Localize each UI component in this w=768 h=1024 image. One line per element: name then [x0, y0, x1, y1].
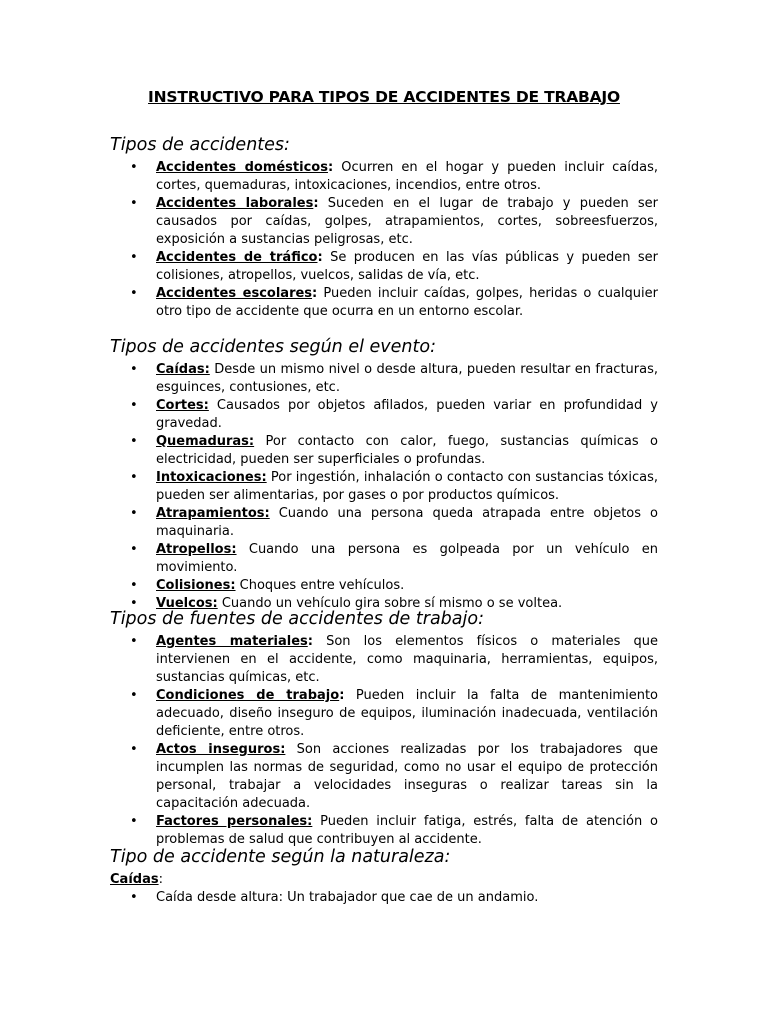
bullet-icon: •: [130, 434, 138, 449]
item-separator: :: [307, 634, 313, 649]
section-tipos-de-accidentes: [110, 134, 658, 321]
list-item: [110, 433, 658, 469]
item-separator: :: [313, 196, 319, 211]
list-item: [110, 195, 658, 249]
list-item: [110, 889, 658, 907]
sublabel-term: Caídas: [110, 872, 159, 887]
item-text: Cuando un vehículo gira sobre sí mismo o se voltea.: [217, 596, 563, 611]
item-term: Vuelcos:: [156, 596, 218, 611]
item-separator: :: [327, 160, 334, 175]
bullet-icon: •: [130, 742, 138, 757]
item-term: Condiciones de trabajo: [156, 688, 340, 703]
bullet-icon: •: [130, 578, 138, 593]
item-text: Son acciones realizadas por los trabajadores que incumplen las normas de seguridad, como no usar el equipo de protección personal, trabajar a velocidades inseguras o realizar tareas sin la capacitación adecuada.: [156, 742, 658, 811]
item-text: Por ingestión, inhalación o contacto con sustancias tóxicas, pueden ser alimentarias, por gases o por productos químicos.: [156, 470, 658, 503]
item-term: Factores personales:: [156, 814, 313, 829]
item-text: Cuando una persona queda atrapada entre objetos o maquinaria.: [156, 506, 658, 539]
bullet-icon: •: [130, 196, 138, 211]
item-separator: :: [312, 286, 318, 301]
sublabel-separator: :: [158, 872, 163, 887]
item-text: Ocurren en el hogar y pueden incluir caídas, cortes, quemaduras, intoxicaciones, incendios, entre otros.: [156, 160, 658, 193]
item-term: Accidentes de tráfico: [156, 250, 318, 265]
bullet-icon: •: [130, 542, 138, 557]
item-term: Atropellos:: [156, 542, 237, 557]
section-fuentes-de-accidentes: [110, 608, 658, 849]
item-term: Accidentes domésticos: [156, 160, 328, 175]
item-term: Agentes materiales: [156, 634, 308, 649]
item-term: Quemaduras:: [156, 434, 255, 449]
item-text: Pueden incluir la falta de mantenimiento adecuado, diseño inseguro de equipos, iluminación inadecuada, ventilación deficiente, entre otros.: [156, 688, 658, 739]
item-separator: :: [317, 250, 323, 265]
bullet-icon: •: [130, 688, 138, 703]
item-term: Atrapamientos:: [156, 506, 270, 521]
item-text: Pueden incluir fatiga, estrés, falta de atención o problemas de salud que contribuyen al accidente.: [156, 814, 658, 847]
bullet-icon: •: [130, 362, 138, 377]
item-text: Cuando una persona es golpeada por un vehículo en movimiento.: [156, 542, 658, 575]
bullet-icon: •: [130, 470, 138, 485]
section-heading: Tipos de accidentes según el evento:: [110, 337, 436, 357]
list-item: [110, 249, 658, 285]
bullet-icon: •: [130, 160, 138, 175]
bullet-icon: •: [130, 286, 138, 301]
item-text: Suceden en el lugar de trabajo y pueden ser causados por caídas, golpes, atrapamientos, cortes, sobreesfuerzos, exposición a sustancias peligrosas, etc.: [156, 196, 659, 247]
section-segun-naturaleza: [110, 846, 658, 907]
list-item: [110, 633, 658, 687]
item-text: Pueden incluir caídas, golpes, heridas o cualquier otro tipo de accidente que ocurra en un entorno escolar.: [156, 286, 658, 319]
list-item: [110, 813, 658, 849]
bullet-icon: •: [130, 596, 138, 611]
bullet-icon: •: [130, 890, 138, 905]
item-text: Desde un mismo nivel o desde altura, pueden resultar en fracturas, esguinces, contusiones, etc.: [156, 362, 658, 395]
item-text: Se producen en las vías públicas y pueden ser colisiones, atropellos, vuelcos, salidas de vía, etc.: [156, 250, 659, 283]
list-item: [110, 541, 658, 577]
item-text: Son los elementos físicos o materiales que intervienen en el accidente, como maquinaria, herramientas, equipos, sustancias químicas, etc.: [156, 634, 658, 685]
item-term: Cortes:: [156, 398, 209, 413]
bullet-icon: •: [130, 814, 138, 829]
item-term: Actos inseguros:: [156, 742, 286, 757]
list-item: [110, 577, 658, 595]
section-tipos-segun-evento: [110, 336, 658, 613]
list-item: [110, 397, 658, 433]
item-term: Accidentes laborales: [156, 196, 314, 211]
item-term: Accidentes escolares: [156, 286, 313, 301]
list-item: [110, 469, 658, 505]
list-item: [110, 741, 658, 813]
section-heading: Tipo de accidente según la naturaleza:: [110, 847, 451, 867]
list-item: [110, 687, 658, 741]
bullet-icon: •: [130, 250, 138, 265]
item-text: Por contacto con calor, fuego, sustancias químicas o electricidad, pueden ser superficiales o profundas.: [156, 434, 658, 467]
item-text: Choques entre vehículos.: [235, 578, 405, 593]
bullet-icon: •: [130, 398, 138, 413]
sublabel: [110, 871, 658, 889]
item-term: Caídas:: [156, 362, 210, 377]
item-term: Intoxicaciones:: [156, 470, 267, 485]
list-item: [110, 285, 658, 321]
list-item: [110, 505, 658, 541]
bullet-icon: •: [130, 634, 138, 649]
document-title: INSTRUCTIVO PARA TIPOS DE ACCIDENTES DE TRABAJO: [148, 88, 620, 106]
item-text: Causados por objetos afilados, pueden variar en profundidad y gravedad.: [156, 398, 658, 431]
item-term: Colisiones:: [156, 578, 236, 593]
item-separator: :: [339, 688, 345, 703]
section-heading: Tipos de accidentes:: [110, 135, 290, 155]
item-text: Caída desde altura: Un trabajador que cae de un andamio.: [156, 890, 539, 905]
bullet-icon: •: [130, 506, 138, 521]
section-heading: Tipos de fuentes de accidentes de trabajo:: [110, 609, 484, 629]
list-item: [110, 159, 658, 195]
list-item: [110, 361, 658, 397]
